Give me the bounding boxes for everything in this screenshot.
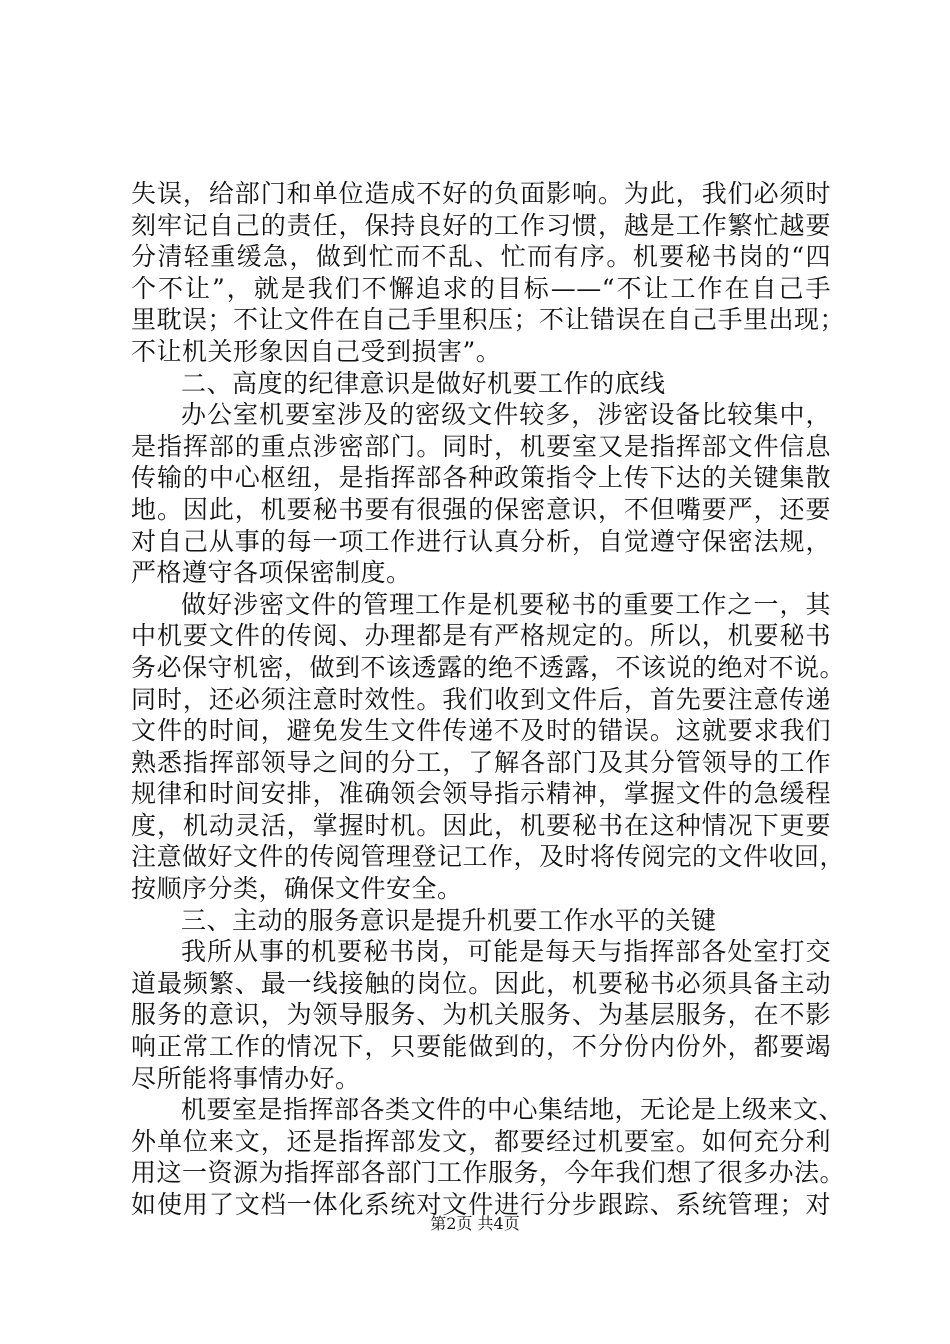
text-line: 机要室是指挥部各类文件的中心集结地，无论是上级来文、	[181, 1095, 845, 1125]
text-line: 严格遵守各项保密制度。	[131, 558, 412, 588]
text-line: 分清轻重缓急，做到忙而不乱、忙而有序。机要秘书岗的“四	[131, 242, 831, 272]
text-line: 失误，给部门和单位造成不好的负面影响。为此，我们必须时	[131, 179, 831, 208]
text-line: 规律和时间安排，准确领会领导指示精神，掌握文件的急缓程	[131, 779, 831, 809]
text-line: 传输的中心枢纽，是指挥部各种政策指令上传下达的关键集散	[131, 463, 831, 493]
text-line: 不让机关形象因自己受到损害”。	[131, 336, 502, 366]
text-line: 里耽误；不让文件在自己手里积压；不让错误在自己手里出现；	[131, 305, 846, 335]
text-line: 如使用了文档一体化系统对文件进行分步跟踪、系统管理；对	[131, 1190, 831, 1219]
text-line: 响正常工作的情况下，只要能做到的，不分份内份外，都要竭	[131, 1032, 831, 1062]
text-line: 熟悉指挥部领导之间的分工，了解各部门及其分管领导的工作	[131, 747, 831, 777]
text-line: 中机要文件的传阅、办理都是有严格规定的。所以，机要秘书	[131, 621, 831, 651]
text-line: 我所从事的机要秘书岗，可能是每天与指挥部各处室打交	[181, 937, 831, 967]
text-line: 外单位来文，还是指挥部发文，都要经过机要室。如何充分利	[131, 1126, 831, 1156]
text-line: 个不让”，就是我们不懈追求的目标——“不让工作在自己手	[131, 273, 831, 303]
text-line: 尽所能将事情办好。	[131, 1063, 361, 1093]
text-line: 二、高度的纪律意识是做好机要工作的底线	[181, 368, 666, 398]
text-line: 做好涉密文件的管理工作是机要秘书的重要工作之一，其	[181, 589, 831, 619]
text-line: 地。因此，机要秘书要有很强的保密意识，不但嘴要严，还要	[131, 494, 831, 524]
page-footer: 第2页 共4页	[430, 1214, 520, 1233]
text-line: 度，机动灵活，掌握时机。因此，机要秘书在这种情况下更要	[131, 810, 831, 840]
body-text	[131, 178, 846, 1221]
text-line: 服务的意识，为领导服务、为机关服务、为基层服务，在不影	[131, 1000, 831, 1030]
text-line: 刻牢记自己的责任，保持良好的工作习惯，越是工作繁忙越要	[131, 210, 831, 240]
text-line: 用这一资源为指挥部各部门工作服务，今年我们想了很多办法。	[131, 1158, 846, 1188]
text-line: 是指挥部的重点涉密部门。同时，机要室又是指挥部文件信息	[131, 431, 831, 461]
text-line: 对自己从事的每一项工作进行认真分析，自觉遵守保密法规，	[131, 526, 831, 556]
text-line: 同时，还必须注意时效性。我们收到文件后，首先要注意传递	[131, 684, 831, 714]
text-line: 文件的时间，避免发生文件传递不及时的错误。这就要求我们	[131, 716, 831, 746]
text-line: 务必保守机密，做到不该透露的绝不透露，不该说的绝对不说。	[131, 652, 846, 682]
text-line: 注意做好文件的传阅管理登记工作，及时将传阅完的文件收回，	[131, 842, 846, 872]
text-line: 道最频繁、最一线接触的岗位。因此，机要秘书必须具备主动	[131, 968, 831, 998]
text-line: 办公室机要室涉及的密级文件较多，涉密设备比较集中，	[181, 400, 831, 430]
text-line: 三、主动的服务意识是提升机要工作水平的关键	[181, 905, 717, 935]
text-line: 按顺序分类，确保文件安全。	[131, 874, 463, 904]
